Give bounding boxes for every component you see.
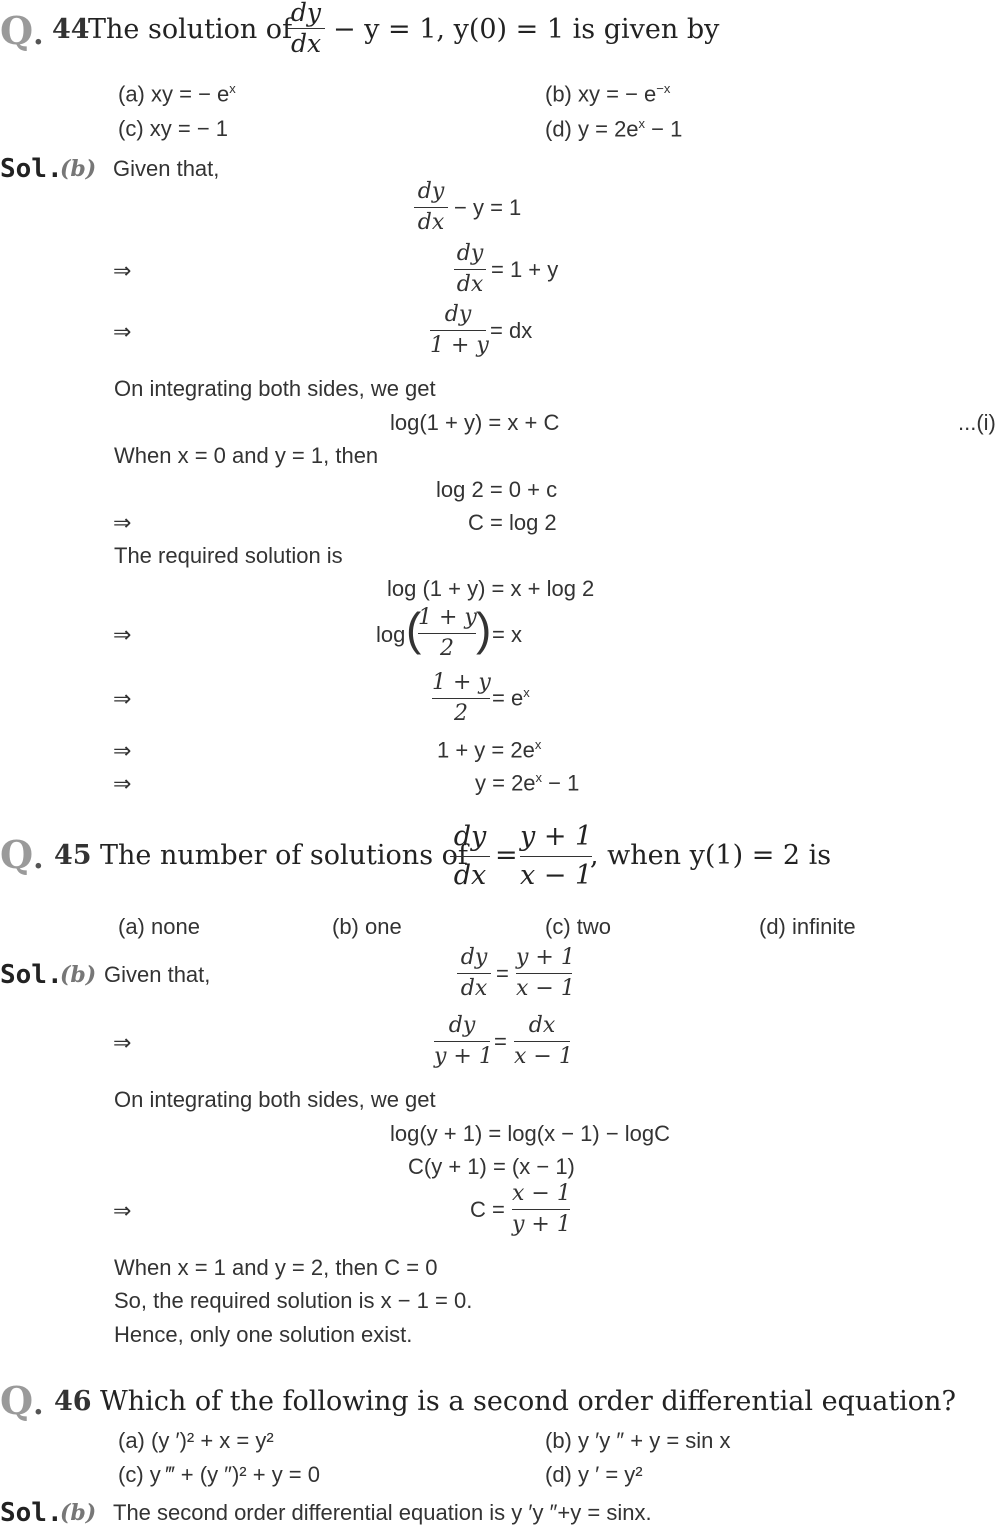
step-equation: = dx — [490, 318, 533, 343]
implies-symbol: ⇒ — [113, 771, 132, 796]
right-paren: ) — [476, 603, 492, 655]
question-mark-icon: Q. — [0, 8, 44, 53]
stem-fraction: y + 1 x − 1 — [520, 821, 593, 891]
solution-answer: (b) — [60, 1500, 97, 1526]
equals-sign: = — [494, 1029, 507, 1054]
step-fraction: dy dx — [454, 239, 486, 300]
question-stem-tail: − y = 1, y(0) = 1 is given by — [333, 14, 720, 45]
option-d: (d) infinite — [759, 914, 856, 939]
implies-symbol: ⇒ — [113, 1198, 132, 1223]
log-equation: log(y + 1) = log(x − 1) − logC — [390, 1121, 671, 1146]
implies-symbol: ⇒ — [113, 510, 132, 535]
equals-sign: = — [496, 961, 509, 986]
left-paren: ( — [406, 603, 422, 655]
stem-fraction: dy dx — [287, 0, 325, 59]
option-a: (a) (y ′)² + x = y² — [118, 1428, 274, 1453]
implies-symbol: ⇒ — [113, 622, 132, 647]
question-stem: The number of solutions of — [100, 840, 468, 871]
step-fraction: dy dx — [414, 177, 448, 238]
option-d: (d) $y = 2e^x - 1$ — [545, 116, 683, 142]
option-c: (c) y ‴ + (y ″)² + y = 0 — [118, 1462, 320, 1487]
step-fraction: dy y + 1 — [434, 1013, 493, 1069]
step-fraction: 1 + y 2 — [432, 670, 491, 726]
option-a: (a) xy = − $e^x$ — [118, 81, 236, 107]
when-text: When x = 1 and y = 2, then C = 0 — [114, 1255, 438, 1280]
question-stem: The solution of — [88, 14, 293, 45]
step-equation: $1 + y = 2e^x$ — [437, 737, 542, 763]
step-equation: log 2 = 0 + c — [436, 477, 558, 502]
solution-label: Sol. — [0, 1498, 63, 1528]
implies-symbol: ⇒ — [113, 1030, 132, 1055]
step-equation: C = — [470, 1197, 505, 1222]
solution-label: Sol. — [0, 960, 63, 990]
so-text: So, the required solution is x − 1 = 0. — [114, 1288, 473, 1313]
step-fraction: 1 + y 2 — [418, 605, 477, 661]
question-number: 44 — [52, 14, 90, 45]
option-d: (d) y ′ = y² — [545, 1462, 643, 1487]
stem-fraction: dy dx — [450, 818, 490, 895]
step-fraction: y + 1 x − 1 — [516, 945, 575, 1001]
option-b: (b) one — [332, 914, 402, 939]
question-number: 46 — [54, 1386, 92, 1417]
step-fraction: dy 1 + y — [430, 302, 489, 358]
implies-symbol: ⇒ — [113, 319, 132, 344]
implies-symbol: ⇒ — [113, 686, 132, 711]
when-text: When x = 0 and y = 1, then — [114, 443, 379, 468]
solution-answer: (b) — [60, 962, 97, 988]
option-b: (b) xy = − $e^{-x}$ — [545, 81, 671, 107]
log-equation: log(1 + y) = x + C — [390, 410, 560, 435]
step-equation: = 1 + y — [491, 257, 559, 282]
implies-symbol: ⇒ — [113, 258, 132, 283]
option-c: (c) xy = − 1 — [118, 116, 229, 141]
integrating-text: On integrating both sides, we get — [114, 376, 436, 401]
step-equation: C = log 2 — [468, 510, 557, 535]
step-fraction: x − 1 y + 1 — [512, 1181, 571, 1237]
final-equation: $y = 2e^x - 1$ — [475, 770, 580, 796]
solution-label: Sol. — [0, 154, 63, 184]
given-text: Given that, — [104, 962, 211, 987]
question-mark-icon: Q. — [0, 832, 44, 877]
step-log: log — [376, 622, 406, 647]
option-a: (a) none — [118, 914, 200, 939]
question-number: 45 — [54, 840, 92, 871]
option-c: (c) two — [545, 914, 611, 939]
question-stem-tail: , when y(1) = 2 is — [590, 840, 832, 871]
step-equation: C(y + 1) = (x − 1) — [408, 1154, 575, 1179]
option-b: (b) y ′y ″ + y = sin x — [545, 1428, 731, 1453]
step-equation: log (1 + y) = x + log 2 — [387, 576, 595, 601]
answer-text: The second order differential equation is y ′y ″+y = sinx. — [113, 1500, 652, 1525]
question-mark-icon: Q. — [0, 1378, 44, 1423]
hence-text: Hence, only one solution exist. — [114, 1322, 413, 1347]
step-fraction: dy dx — [457, 943, 491, 1004]
question-stem: Which of the following is a second order differential equation? — [100, 1386, 956, 1417]
implies-symbol: ⇒ — [113, 738, 132, 763]
step-fraction: dx x − 1 — [514, 1013, 573, 1069]
step-equation: − y = 1 — [454, 195, 522, 220]
step-equation: = x — [492, 622, 522, 647]
required-text: The required solution is — [114, 543, 343, 568]
step-equation: = $e^x$ — [492, 685, 530, 711]
solution-answer: (b) — [60, 156, 97, 182]
equation-tag: ...(i) — [958, 410, 996, 435]
equals-sign: = — [495, 840, 518, 871]
integrating-text: On integrating both sides, we get — [114, 1087, 436, 1112]
given-text: Given that, — [113, 156, 220, 181]
